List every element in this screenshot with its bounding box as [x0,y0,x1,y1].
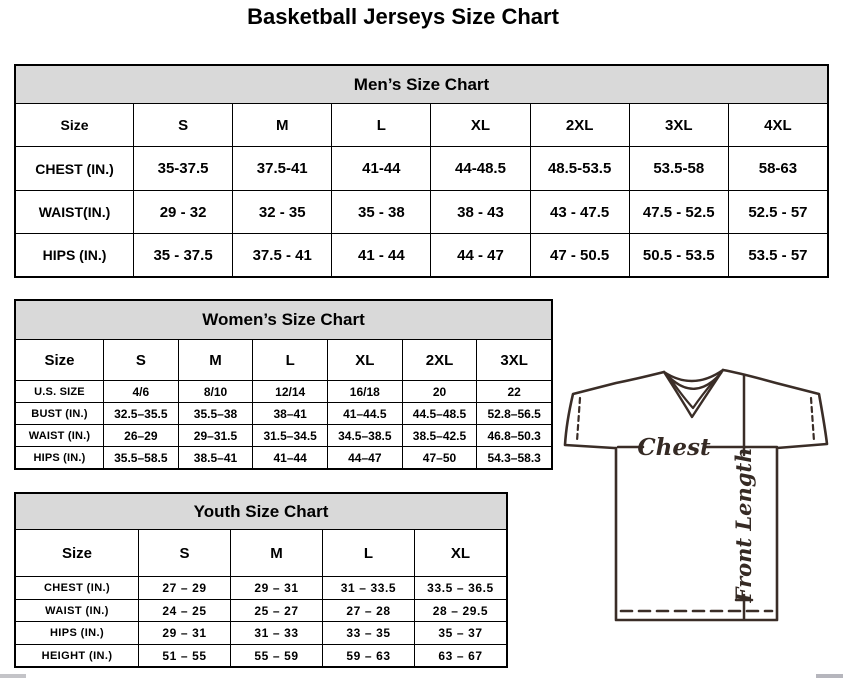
size-value-cell: 34.5–38.5 [327,424,402,446]
size-value-cell: 29–31.5 [178,424,253,446]
size-value-cell: 22 [476,380,551,402]
size-value-cell: 35 – 37 [414,621,506,644]
size-value-cell: 41–44.5 [327,402,402,424]
size-corner-cell: Size [16,340,103,380]
measurement-row-label: HIPS (IN.) [16,233,133,276]
size-value-cell: 51 – 55 [138,644,230,666]
size-value-cell: 31 – 33.5 [322,576,414,599]
size-column-header: XL [430,104,529,146]
size-value-cell: 35-37.5 [133,146,232,190]
measurement-row-label: HIPS (IN.) [16,446,103,468]
measurement-row-label: WAIST(IN.) [16,190,133,233]
front-length-label: Front Length [731,447,756,603]
size-value-cell: 31.5–34.5 [252,424,327,446]
womens-size-chart-table [14,299,553,470]
measurement-row-label: BUST (IN.) [16,402,103,424]
size-value-cell: 38–41 [252,402,327,424]
size-column-header: S [138,530,230,576]
size-value-cell: 35.5–38 [178,402,253,424]
size-value-cell: 38 - 43 [430,190,529,233]
size-corner-cell: Size [16,104,133,146]
size-column-header: XL [414,530,506,576]
size-value-cell: 63 – 67 [414,644,506,666]
scrollbar-fragment-left[interactable] [0,674,26,678]
size-value-cell: 44 - 47 [430,233,529,276]
size-value-cell: 33 – 35 [322,621,414,644]
measurement-row-label: CHEST (IN.) [16,576,138,599]
size-value-cell: 38.5–42.5 [402,424,477,446]
size-value-cell: 52.5 - 57 [728,190,827,233]
measurement-row-label: WAIST (IN.) [16,599,138,621]
cuff-dashed-line-left [577,398,580,441]
size-value-cell: 47–50 [402,446,477,468]
size-column-header: M [230,530,322,576]
size-value-cell: 48.5-53.5 [530,146,629,190]
size-value-cell: 59 – 63 [322,644,414,666]
size-value-cell: 29 – 31 [230,576,322,599]
size-value-cell: 41–44 [252,446,327,468]
jersey-outline [565,370,827,620]
size-value-cell: 47 - 50.5 [530,233,629,276]
measurement-row-label: HIPS (IN.) [16,621,138,644]
size-value-cell: 58-63 [728,146,827,190]
mens-size-grid [16,104,827,276]
size-column-header: M [232,104,331,146]
womens-size-grid [16,340,551,468]
size-value-cell: 12/14 [252,380,327,402]
measurement-row-label: CHEST (IN.) [16,146,133,190]
size-value-cell: 46.8–50.3 [476,424,551,446]
size-column-header: XL [327,340,402,380]
size-value-cell: 27 – 28 [322,599,414,621]
size-value-cell: 32 - 35 [232,190,331,233]
womens-size-chart-header: Women’s Size Chart [16,301,551,340]
size-value-cell: 26–29 [103,424,178,446]
size-value-cell: 8/10 [178,380,253,402]
size-value-cell: 29 – 31 [138,621,230,644]
youth-size-grid [16,530,506,666]
size-corner-cell: Size [16,530,138,576]
size-value-cell: 52.8–56.5 [476,402,551,424]
size-value-cell: 28 – 29.5 [414,599,506,621]
size-column-header: 3XL [629,104,728,146]
size-value-cell: 25 – 27 [230,599,322,621]
youth-size-chart-header: Youth Size Chart [16,494,506,530]
size-value-cell: 32.5–35.5 [103,402,178,424]
size-value-cell: 44.5–48.5 [402,402,477,424]
size-value-cell: 37.5-41 [232,146,331,190]
size-value-cell: 4/6 [103,380,178,402]
size-value-cell: 43 - 47.5 [530,190,629,233]
measurement-row-label: WAIST (IN.) [16,424,103,446]
size-value-cell: 50.5 - 53.5 [629,233,728,276]
size-value-cell: 53.5 - 57 [728,233,827,276]
size-value-cell: 55 – 59 [230,644,322,666]
size-column-header: 3XL [476,340,551,380]
youth-size-chart-table [14,492,508,668]
size-column-header: L [252,340,327,380]
size-value-cell: 44–47 [327,446,402,468]
size-value-cell: 37.5 - 41 [232,233,331,276]
size-value-cell: 33.5 – 36.5 [414,576,506,599]
size-value-cell: 29 - 32 [133,190,232,233]
size-value-cell: 24 – 25 [138,599,230,621]
mens-size-chart-header: Men’s Size Chart [16,66,827,104]
size-value-cell: 41-44 [331,146,430,190]
size-column-header: 2XL [530,104,629,146]
measurement-row-label: U.S. SIZE [16,380,103,402]
size-value-cell: 20 [402,380,477,402]
size-column-header: L [322,530,414,576]
size-value-cell: 27 – 29 [138,576,230,599]
size-column-header: S [133,104,232,146]
size-value-cell: 53.5-58 [629,146,728,190]
size-column-header: L [331,104,430,146]
size-value-cell: 44-48.5 [430,146,529,190]
size-column-header: 2XL [402,340,477,380]
chest-label: Chest [637,434,711,461]
scrollbar-fragment-right[interactable] [816,674,843,678]
size-column-header: 4XL [728,104,827,146]
measurement-row-label: HEIGHT (IN.) [16,644,138,666]
size-value-cell: 35 - 38 [331,190,430,233]
size-column-header: S [103,340,178,380]
size-value-cell: 38.5–41 [178,446,253,468]
size-value-cell: 35.5–58.5 [103,446,178,468]
size-value-cell: 47.5 - 52.5 [629,190,728,233]
size-value-cell: 31 – 33 [230,621,322,644]
cuff-dashed-line-right [811,398,814,441]
jersey-measurement-diagram [558,362,835,628]
mens-size-chart-table [14,64,829,278]
size-value-cell: 54.3–58.3 [476,446,551,468]
page-title: Basketball Jerseys Size Chart [247,4,559,29]
size-value-cell: 35 - 37.5 [133,233,232,276]
size-value-cell: 16/18 [327,380,402,402]
size-value-cell: 41 - 44 [331,233,430,276]
size-column-header: M [178,340,253,380]
